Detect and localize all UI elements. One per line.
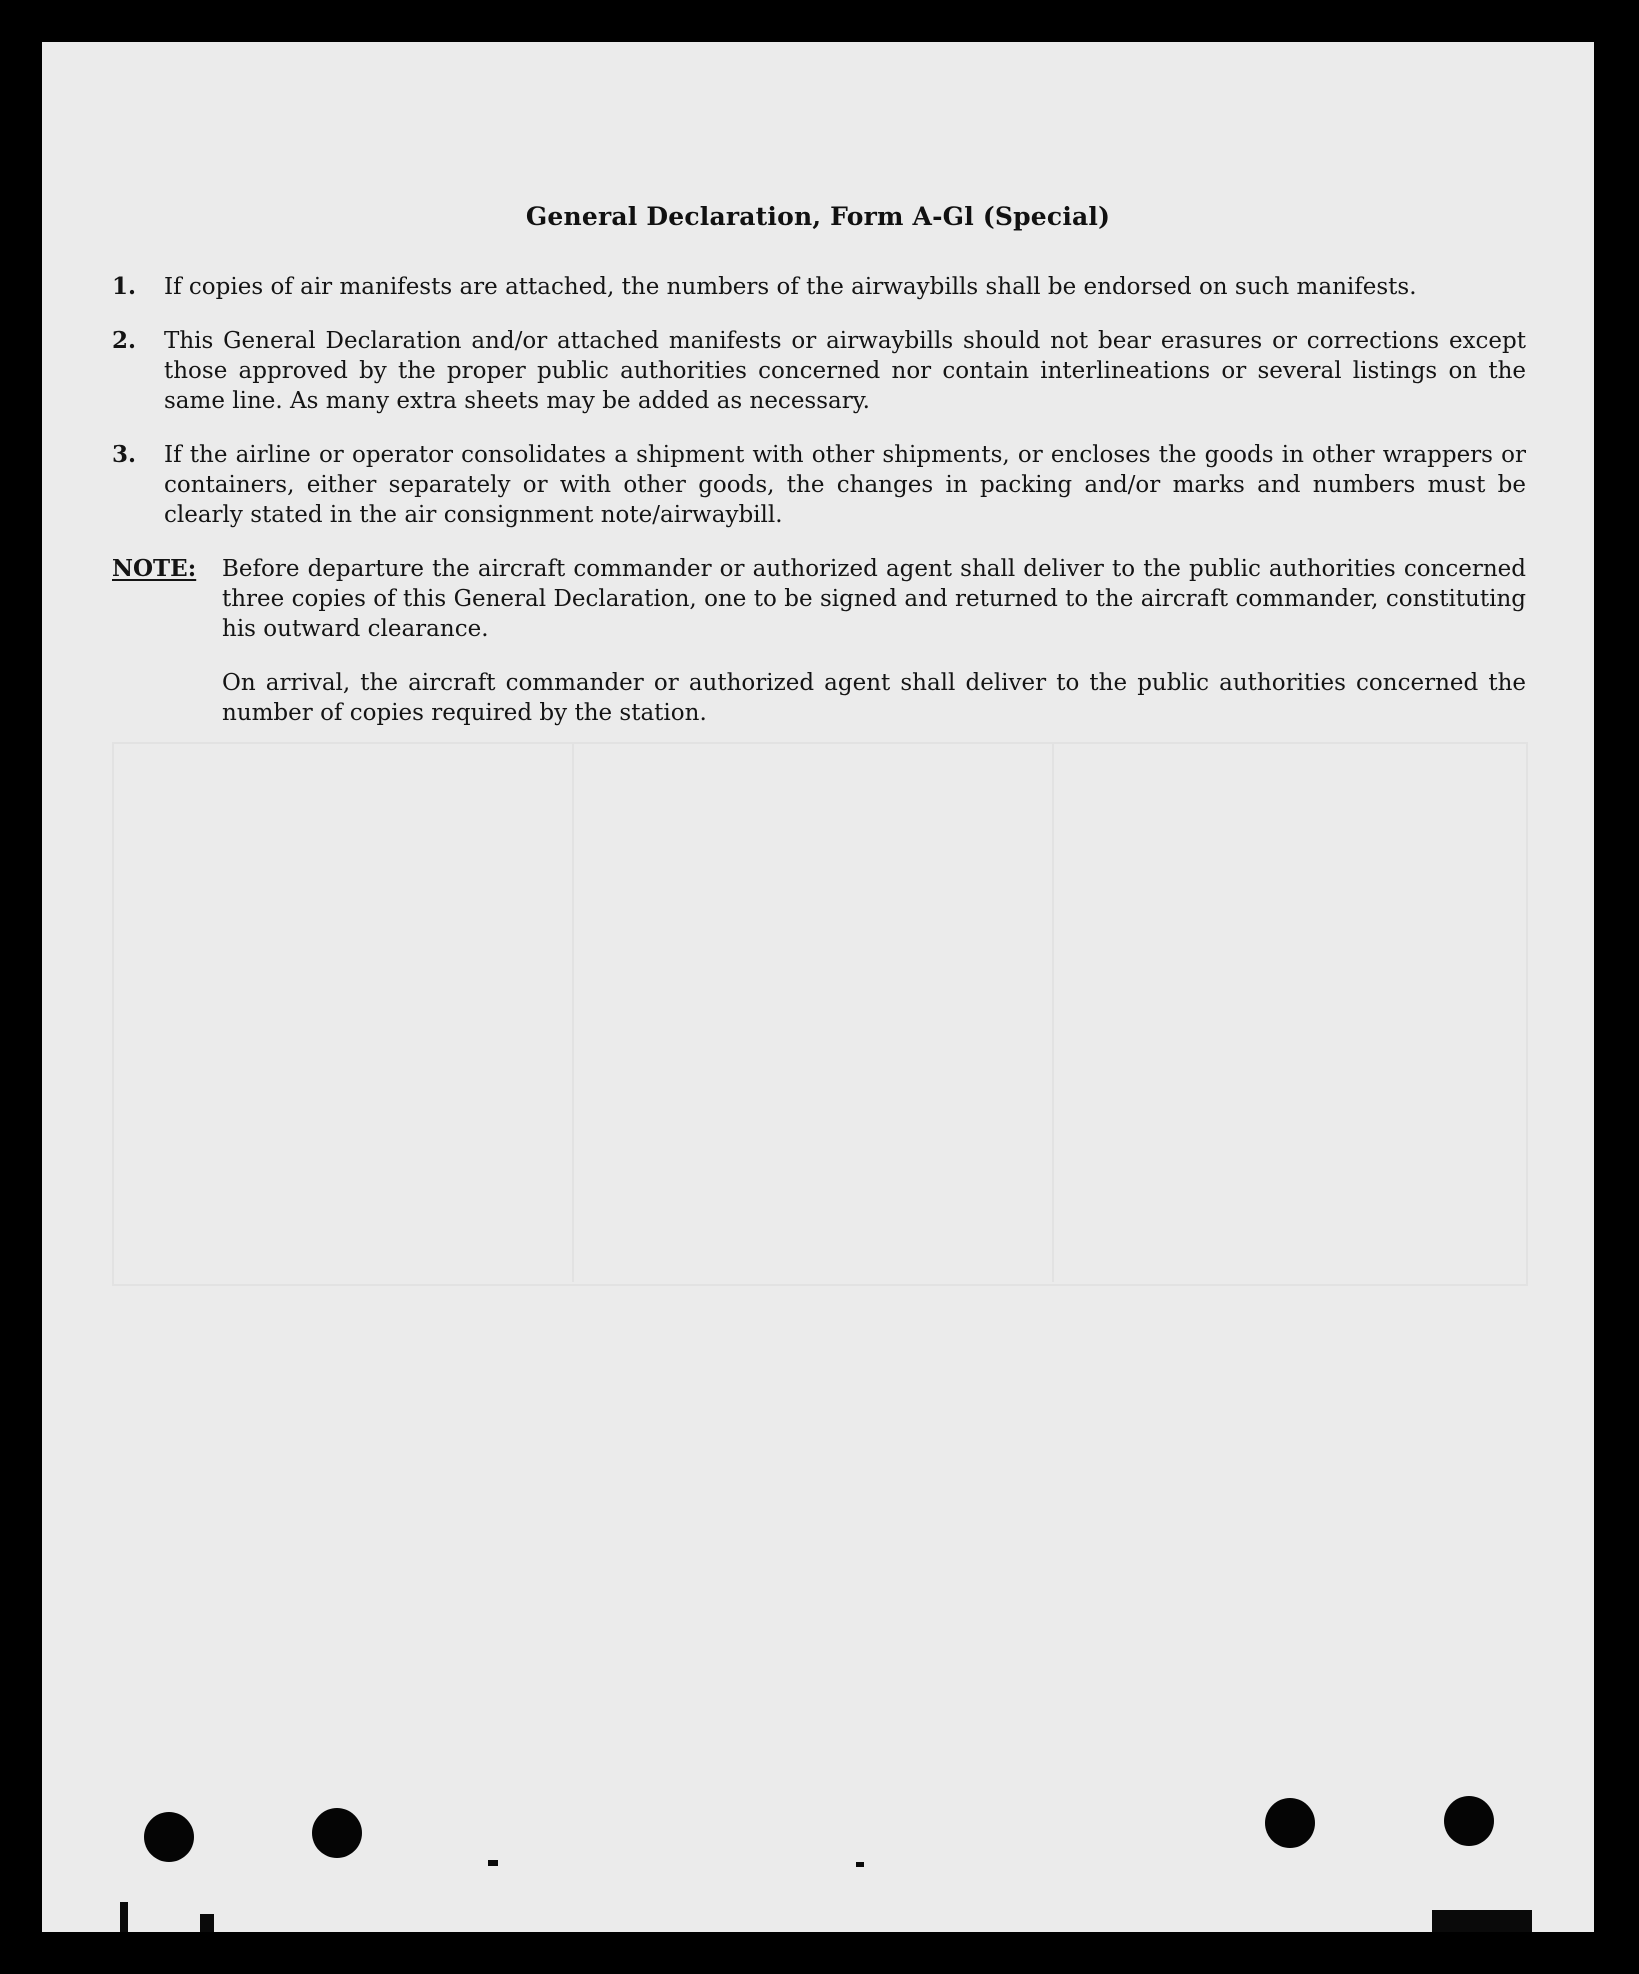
note-paragraph: Before departure the aircraft commander or authorized agent shall deliver to the public authorities concerned three copies of this General Declaration, one to be signed and returned to the aircraft commander, constituting his outward clearance. xyxy=(222,556,1526,642)
punch-hole xyxy=(312,1808,362,1858)
show-through-table xyxy=(112,742,1528,1286)
document-page xyxy=(42,42,1594,1932)
note-paragraph: On arrival, the aircraft commander or authorized agent shall deliver to the public authorities concerned the number of copies required by the station. xyxy=(222,670,1526,726)
show-through-divider xyxy=(1052,742,1054,1282)
instructions-list xyxy=(112,272,1526,752)
item-number: 3. xyxy=(112,441,137,468)
scan-mark xyxy=(1432,1910,1532,1932)
list-item xyxy=(112,326,1526,416)
punch-hole xyxy=(1265,1798,1315,1848)
item-number: 2. xyxy=(112,327,137,354)
note-label: NOTE: xyxy=(112,555,197,582)
document-title: General Declaration, Form A-Gl (Special) xyxy=(525,202,1111,231)
scan-mark xyxy=(200,1914,214,1932)
show-through-divider xyxy=(572,742,574,1282)
list-item xyxy=(112,272,1526,302)
punch-hole xyxy=(1444,1796,1494,1846)
item-number: 1. xyxy=(112,273,137,300)
list-item xyxy=(112,440,1526,530)
scan-mark xyxy=(856,1862,864,1867)
scan-mark xyxy=(120,1902,128,1932)
punch-hole xyxy=(144,1812,194,1862)
note-body xyxy=(222,554,1526,752)
item-text: If copies of air manifests are attached, the numbers of the airwaybills shall be endorsed on such manifests. xyxy=(164,274,1417,300)
item-text: This General Declaration and/or attached manifests or airwaybills should not bear erasures or corrections except those approved by the proper public authorities concerned nor contain interlineations or several listings on the same line. As many extra sheets may be added as necessary. xyxy=(164,328,1526,414)
scan-mark xyxy=(488,1860,498,1866)
note-section xyxy=(112,554,1526,752)
item-text: If the airline or operator consolidates a shipment with other shipments, or encloses the goods in other wrappers or containers, either separately or with other goods, the changes in packing and/or marks and numbers must be clearly stated in the air consignment note/airwaybill. xyxy=(164,442,1526,528)
